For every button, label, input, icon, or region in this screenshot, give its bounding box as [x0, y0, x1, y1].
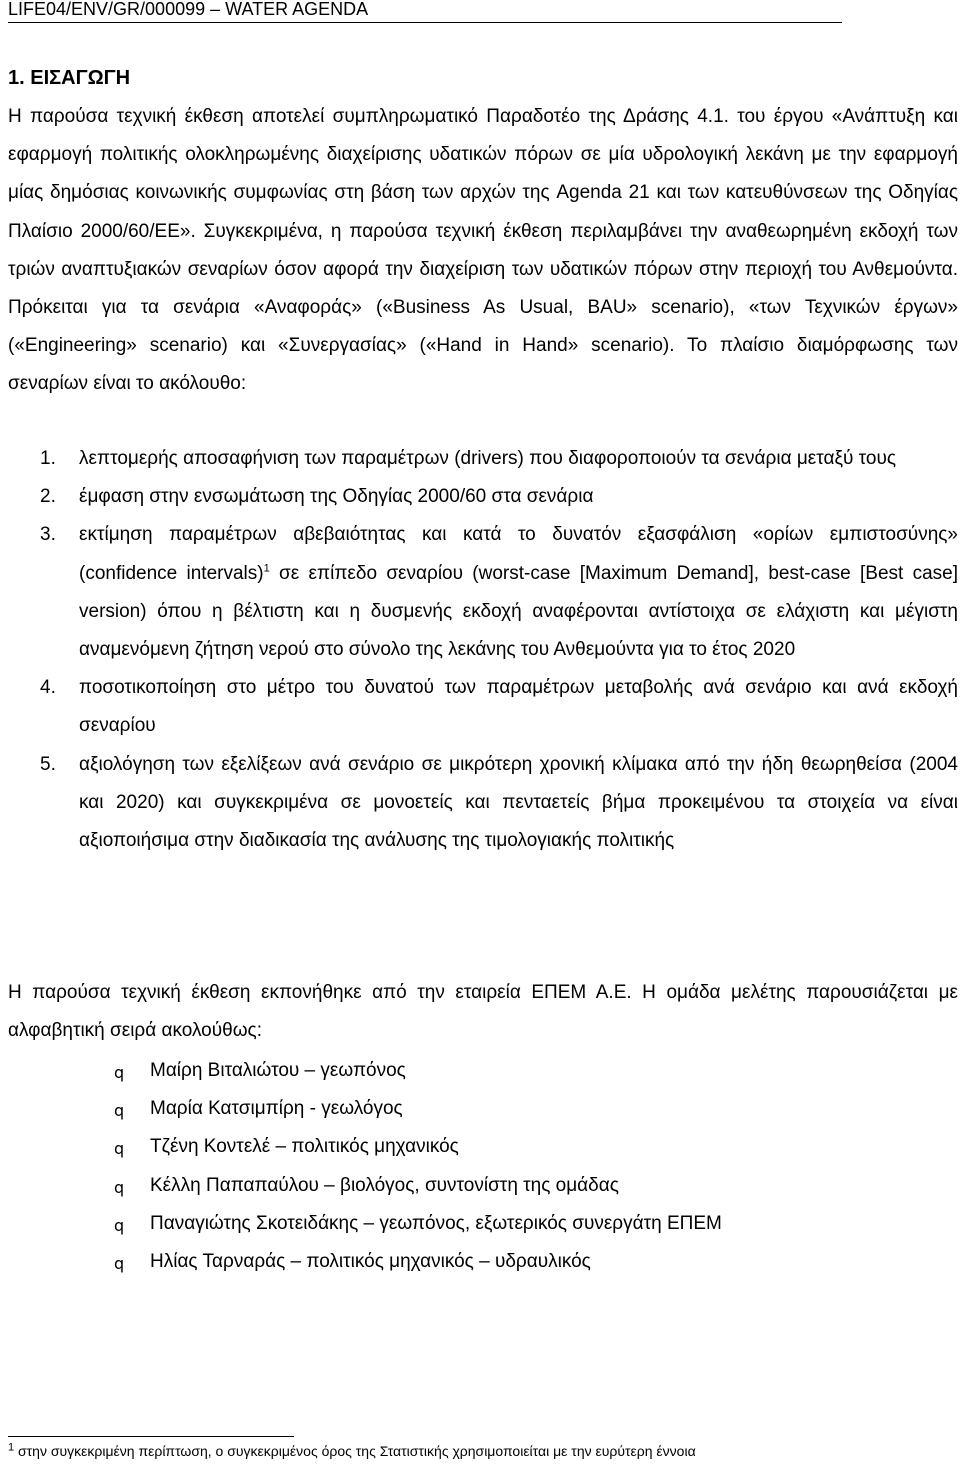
list-item-text: εκτίμηση παραμέτρων αβεβαιότητας και κατά το δυνατόν εξασφάλιση «ορίων εμπιστοσύνης» (confidence intervals)	[79, 524, 958, 584]
footnote-divider	[8, 1436, 294, 1437]
author-text: Κέλλη Παπαπαύλου – βιολόγος, συντονίστη της ομάδας	[150, 1174, 619, 1196]
header-code: LIFE04/ENV/GR/000099 – WATER AGENDA	[8, 0, 369, 19]
bullet-icon: q	[114, 1139, 125, 1159]
list-item-text: έμφαση στην ενσωμάτωση της Οδηγίας 2000/60 στα σενάρια	[79, 486, 594, 508]
scenario-framework-list	[8, 440, 958, 860]
closing-paragraph: Η παρούσα τεχνική έκθεση εκπονήθηκε από την εταιρεία ΕΠΕΜ Α.Ε. Η ομάδα μελέτης παρουσιάζεται με αλφαβητική σειρά ακολούθως:	[8, 982, 958, 1042]
list-item-number: 4.	[40, 677, 56, 699]
document-header	[8, 0, 842, 23]
list-item-number: 2.	[40, 486, 56, 508]
footnote	[8, 1442, 696, 1460]
list-item	[8, 746, 958, 861]
list-item-number: 1.	[40, 448, 56, 469]
intro-paragraph	[8, 98, 958, 404]
bullet-icon: q	[114, 1254, 125, 1274]
footnote-text: στην συγκεκριμένη περίπτωση, ο συγκεκριμένος όρος της Στατιστικής χρησιμοποιείται με την ευρύτερη έννοια	[14, 1443, 696, 1459]
list-item-text-continued: σε επίπεδο σεναρίου (worst-case [Maximum Demand], best-case [Best case] version) όπου η βέλτιστη και η δυσμενής εκδοχή αναφέρονται αντίστοιχα σε ελάχιστη και μέγιστη αναμενόμενη ζήτηση νερού στο σύνολο της λεκάνης του Ανθεμούντα για το έτος 2020	[79, 562, 958, 661]
bullet-icon: q	[114, 1063, 125, 1082]
bullet-icon: q	[114, 1101, 125, 1121]
author-item	[8, 1205, 908, 1243]
authors-list	[8, 1052, 908, 1281]
list-item	[8, 440, 958, 478]
section-heading: 1. ΕΙΣΑΓΩΓΗ	[8, 67, 131, 89]
author-item	[8, 1243, 908, 1281]
footnote-number: 1	[8, 1441, 15, 1454]
list-item	[8, 516, 958, 669]
bullet-icon: q	[114, 1177, 125, 1197]
list-item	[8, 669, 958, 745]
author-text: Παναγιώτης Σκοτειδάκης – γεωπόνος, εξωτερικός συνεργάτη ΕΠΕΜ	[150, 1212, 722, 1234]
author-text: Μαίρη Βιταλιώτου – γεωπόνος	[150, 1060, 406, 1081]
author-text: Ηλίας Ταρναράς – πολιτικός μηχανικός – υδραυλικός	[150, 1251, 591, 1273]
author-item	[8, 1128, 908, 1166]
list-item-number: 3.	[40, 524, 56, 546]
author-item	[8, 1090, 908, 1128]
author-text: Τζένη Κοντελέ – πολιτικός μηχανικός	[150, 1136, 459, 1158]
author-item	[8, 1052, 908, 1090]
bullet-icon: q	[114, 1215, 125, 1235]
author-item	[8, 1167, 908, 1205]
list-item-text: ποσοτικοποίηση στο μέτρο του δυνατού των παραμέτρων μεταβολής ανά σενάριο και ανά εκδοχή σεναρίου	[79, 677, 958, 737]
footnote-reference[interactable]: 1	[263, 562, 270, 575]
intro-text: Η παρούσα τεχνική έκθεση αποτελεί συμπληρωματικό Παραδοτέο της Δράσης 4.1. του έργου «Ανάπτυξη και εφαρμογή πολιτικής ολοκληρωμένης διαχείρισης υδατικών πόρων σε μία υδρολογική λεκάνη με την εφαρμογή μίας δημόσιας κοινωνικής συμφωνίας στη βάση των αρχών της Agenda 21 και των κατευθύνσεων της Οδηγίας Πλαίσιο 2000/60/ΕΕ». Συγκεκριμένα, η παρούσα τεχνική έκθεση περιλαμβάνει την αναθεωρημένη εκδοχή των τριών αναπτυξιακών σεναρίων όσον αφορά την διαχείριση των υδατικών πόρων στην περιοχή του Ανθεμούντα. Πρόκειται για τα σενάρια «Αναφοράς» («Business As Usual, BAU» scenario), «των Τεχνικών έργων» («Engineering» scenario) και «Συνεργασίας» («Hand in Hand» scenario). Το πλαίσιο διαμόρφωσης των σεναρίων είναι το ακόλουθο:	[8, 106, 958, 395]
list-item-text: λεπτομερής αποσαφήνιση των παραμέτρων (drivers) που διαφοροποιούν τα σενάρια μεταξύ τους	[79, 448, 896, 469]
list-item	[8, 478, 958, 516]
list-item-text: αξιολόγηση των εξελίξεων ανά σενάριο σε μικρότερη χρονική κλίμακα από την ήδη θεωρηθείσα (2004 και 2020) και συγκεκριμένα σε μονοετείς και πενταετείς βήμα προκειμένου τα στοιχεία να είναι αξιοποιήσιμα στην διαδικασία της ανάλυσης της τιμολογιακής πολιτικής	[79, 753, 958, 852]
author-text: Μαρία Κατσιμπίρη - γεωλόγος	[150, 1098, 403, 1120]
list-item-number: 5.	[40, 753, 56, 775]
